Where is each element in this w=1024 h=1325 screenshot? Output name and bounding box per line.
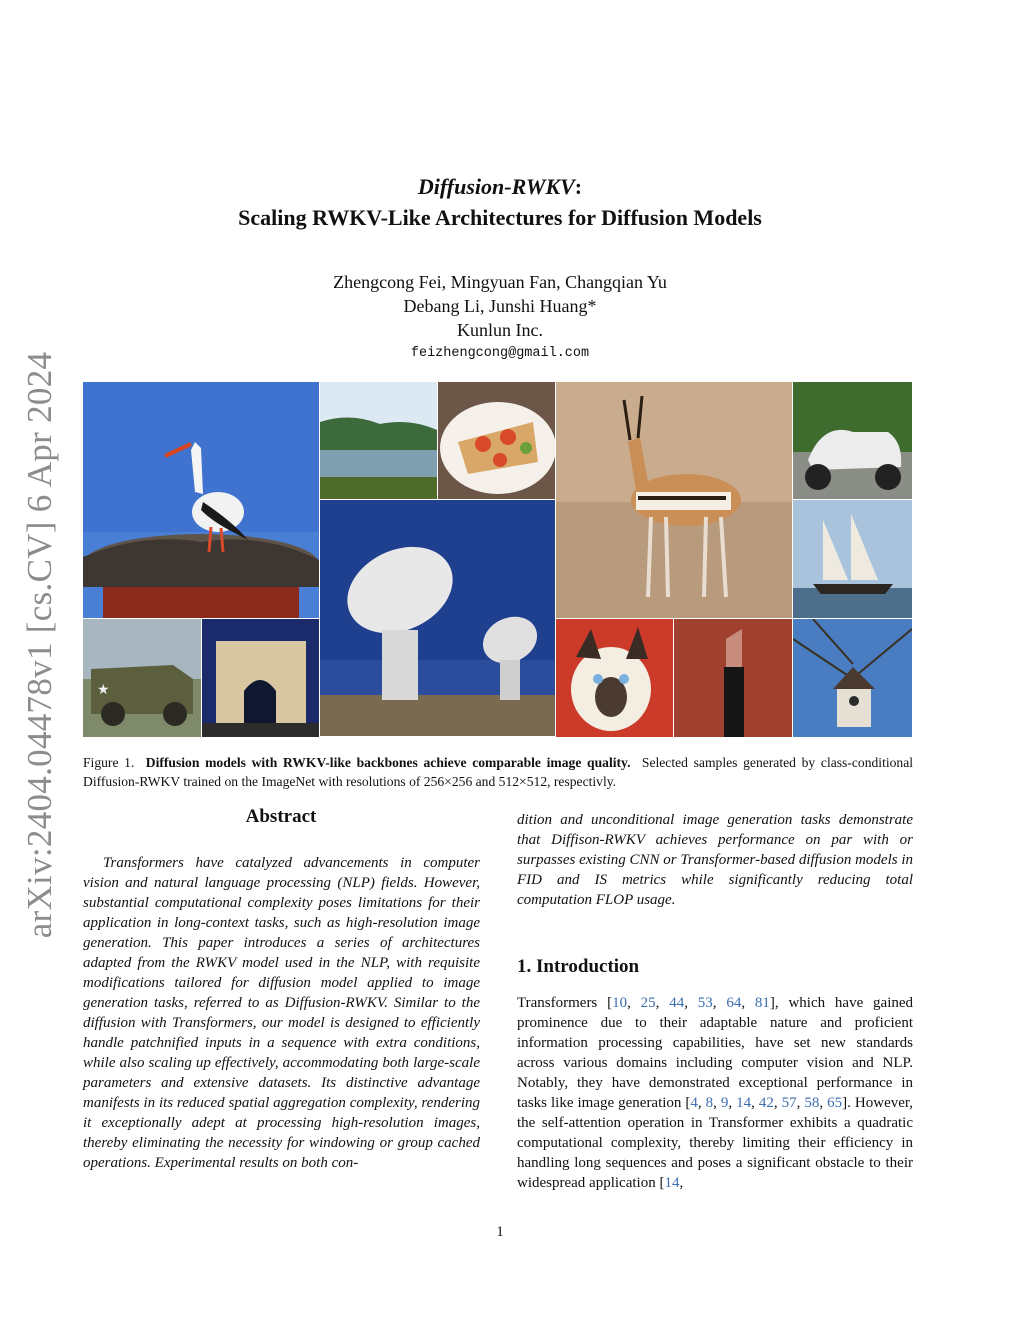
citation-link[interactable]: 64 (726, 995, 742, 1011)
citation-link[interactable]: 44 (669, 995, 685, 1011)
citation-link[interactable]: 57 (781, 1095, 797, 1111)
siamese-cat-image (556, 619, 673, 737)
citation-link[interactable]: 9 (720, 1095, 729, 1111)
citation-link[interactable]: 65 (827, 1095, 843, 1111)
arxiv-side-stamp: arXiv:2404.04478v1 [cs.CV] 6 Apr 2024 (20, 351, 59, 939)
scooter-image (793, 382, 912, 499)
abstract-text: Transformers have catalyzed advancements in computer vision and natural language processing (NLP) fields. However, substantial computational complexity poses limitations for their application in long-context tasks, such as high-resolution image generation. This paper introduces a series of architectures adapted from the RWKV model used in the NLP, with requisite modifications tailored for diffusion model applied to image generation tasks, referred to as Diffusion-RWKV. Similar to the diffusion with Transformers, our model is designed to efficiently handle patchnified inputs in a sequence with extra conditions, while also scaling up effectively, accommodating both large-scale parameters and extensive datasets. Its distinctive advantage manifests in its reduced spatial aggregation complexity, rendering it exceptionally adept at processing high-resolution images, thereby eliminating the necessity for windowing or group cached operations. Experimental results on both con- (83, 855, 480, 1171)
paper-title-line1: Diffusion-RWKV: (417, 174, 583, 199)
citation-link[interactable]: 8 (705, 1095, 714, 1111)
abstract-text-continued: dition and unconditional image generation tasks demonstrate that Diffison-RWKV achieves performance on par with or surpasses existing CNN or Transformer-based diffusion models in FID and IS metrics while significantly reducing total computation FLOP usage. (517, 812, 913, 908)
half-track-image (83, 619, 201, 737)
paper-title-line2: Scaling RWKV-Like Architectures for Diffusion Models (238, 205, 762, 230)
citation-link[interactable]: 53 (697, 995, 713, 1011)
authors-line2: Debang Li, Junshi Huang* (403, 296, 597, 316)
affiliation: Kunlun Inc. (457, 320, 543, 340)
page-number: 1 (496, 1224, 504, 1240)
citation-group-b: 4, 8, 9, 14, 42, 57, 58, 65 (690, 1095, 843, 1111)
figure-1-sample-grid (83, 382, 912, 737)
author-email: feizhengcong@gmail.com (410, 346, 590, 361)
citation-link[interactable]: 4 (690, 1095, 698, 1111)
introduction-text: Transformers [10, 25, 44, 53, 64, 81], which have gained prominence due to their adaptable nature and proficient information processing capabilities, have set new standards across various domains including computer vision and NLP. Notably, they have demonstrated exceptional performance in tasks like image generation [4, 8, 9, 14, 42, 57, 58, 65]. However, the self-attention operation in Transformer exhibits a quadratic computational complexity, thereby limiting their efficiency in handling long sequences and poses a significant obstacle to their widespread application [14, (517, 995, 914, 1191)
citation-link[interactable]: 81 (754, 995, 770, 1011)
svg-text:★: ★ (97, 682, 110, 698)
citation-link[interactable]: 14 (664, 1175, 680, 1191)
citation-link[interactable]: 58 (804, 1095, 820, 1111)
satellite-dish-image (320, 500, 555, 736)
triumphal-arch-image (202, 619, 319, 737)
lipstick-image (674, 619, 792, 737)
figure-1-caption: Figure 1. Diffusion models with RWKV-like backbones achieve comparable image quality. Selected samples generated by class-conditional Diffusion-RWKV trained on the ImageNet with resolutions of 256×256 and 512×512, respectivly. (83, 755, 914, 789)
lake-image (320, 382, 437, 499)
citation-link[interactable]: 42 (758, 1095, 774, 1111)
introduction-heading: 1. Introduction (517, 956, 640, 977)
abstract-heading: Abstract (245, 806, 317, 827)
pizza-image (438, 382, 555, 499)
citation-group-a: 10, 25, 44, 53, 64, 81 (612, 995, 770, 1011)
stork-image (83, 382, 319, 618)
citation-link[interactable]: 25 (640, 995, 656, 1011)
authors-line1: Zhengcong Fei, Mingyuan Fan, Changqian Yu (333, 272, 667, 292)
schooner-image (793, 500, 912, 618)
birdhouse-image (793, 619, 912, 737)
gazelle-image (556, 382, 792, 618)
citation-link[interactable]: 14 (736, 1095, 752, 1111)
citation-link[interactable]: 10 (612, 995, 628, 1011)
